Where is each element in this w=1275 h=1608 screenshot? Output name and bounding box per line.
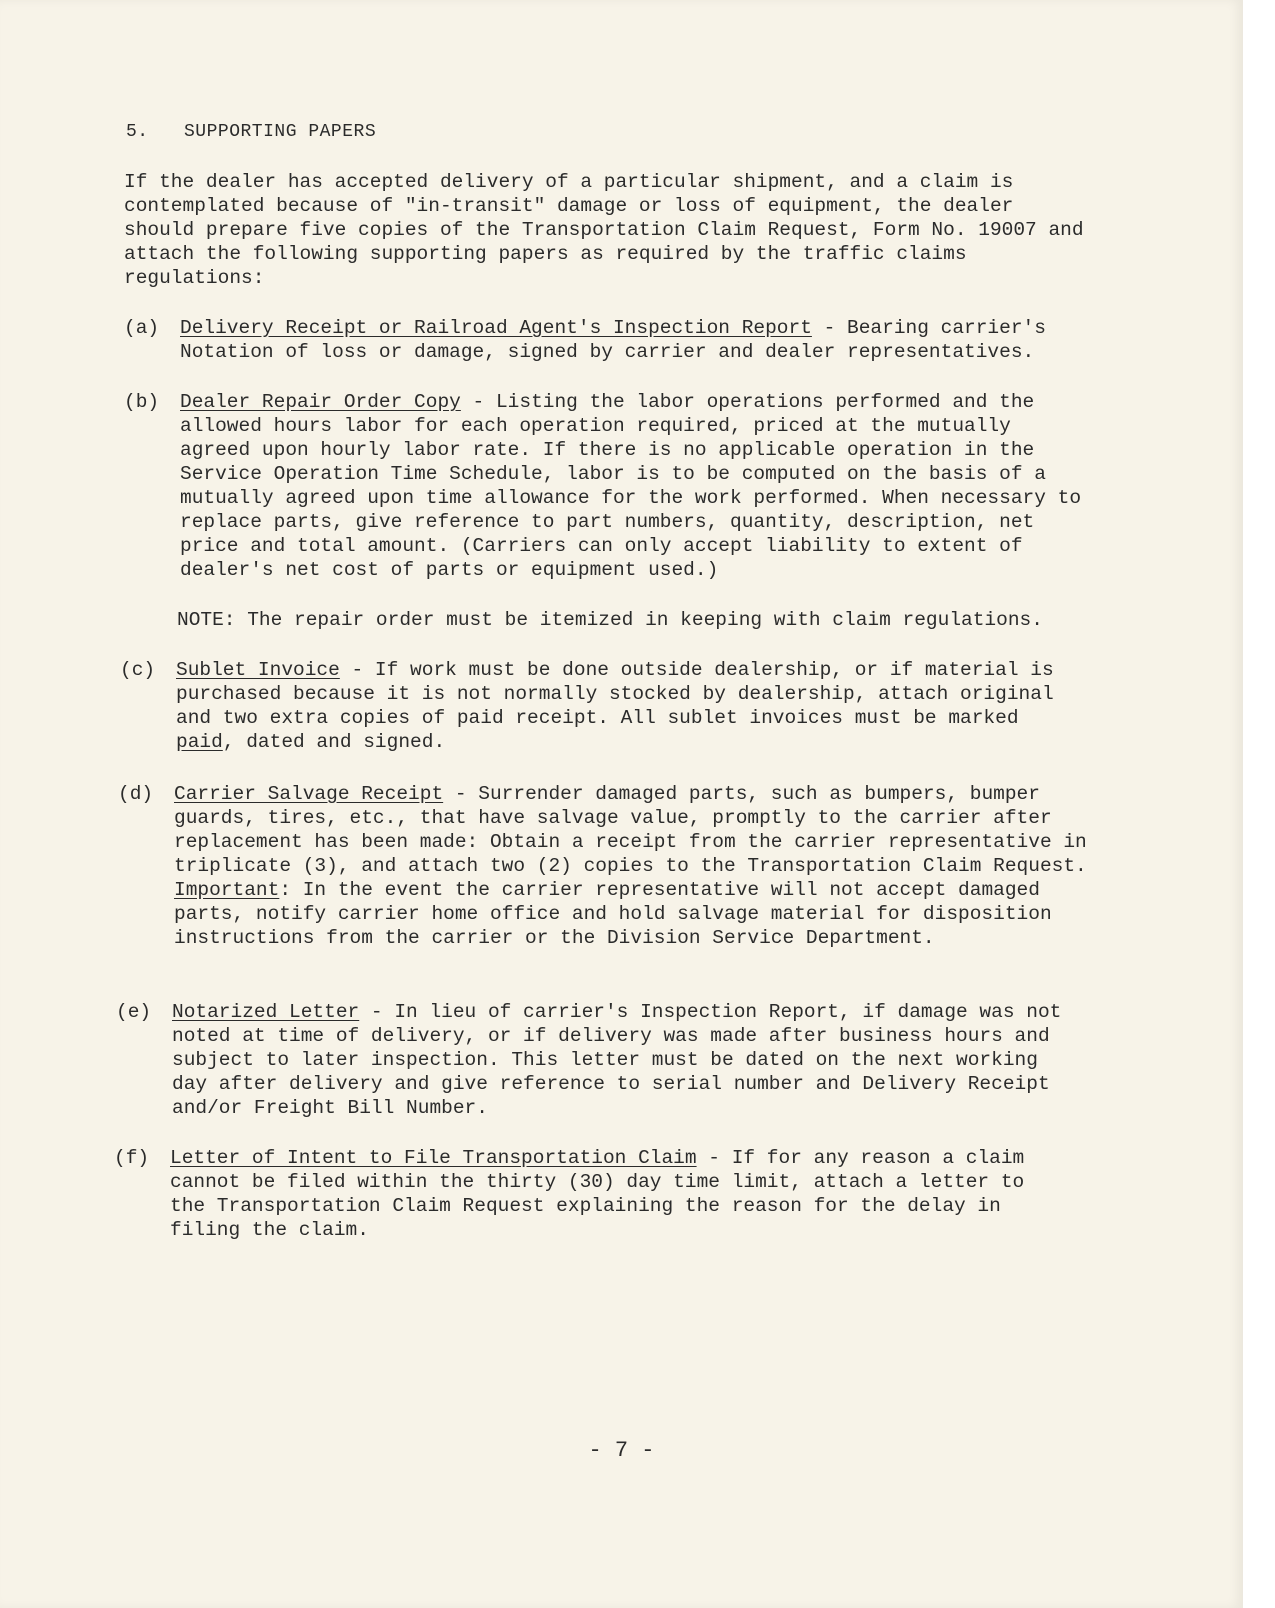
item-label: (d): [118, 783, 154, 805]
item-label: (f): [114, 1147, 150, 1169]
item-text: - If work must be done outside dealership, or if material is purchased because it is not normally stocked by dealership, attach original and two extra copies of paid receipt. All sublet invoices must be marked: [176, 659, 1054, 729]
item-text: - Bearing carrier's Notation of loss or damage, signed by carrier and dealer representatives.: [180, 317, 1046, 363]
list-item-c: [120, 658, 1056, 754]
section-heading: [126, 122, 376, 142]
section-title: SUPPORTING PAPERS: [184, 122, 377, 142]
item-title: Letter of Intent to File Transportation Claim: [170, 1147, 697, 1169]
item-text-end: , dated and signed.: [222, 731, 446, 753]
list-item-a: [124, 316, 1085, 364]
list-item-b: [124, 390, 1085, 582]
item-label: (b): [124, 391, 160, 413]
item-title: Dealer Repair Order Copy: [180, 391, 461, 413]
list-item-d: [118, 782, 1094, 950]
item-label: (e): [116, 1001, 152, 1023]
list-item-f: [114, 1146, 1060, 1242]
item-text-end: : In the event the carrier representative will not accept damaged parts, notify carrier home office and hold salvage material for disposition instructions from the carrier or the Division Service Department.: [174, 879, 1052, 949]
section-number: 5.: [126, 122, 149, 142]
item-title: Carrier Salvage Receipt: [174, 783, 444, 805]
item-label: (a): [124, 317, 160, 339]
intro-paragraph: If the dealer has accepted delivery of a particular shipment, and a claim is contemplated because of "in-transit" damage or loss of equipment, the dealer should prepare five copies of the Transportation Claim Request, Form No. 19007 and attach the following supporting papers as required by the traffic claims regulations:: [124, 171, 1084, 289]
item-title: Delivery Receipt or Railroad Agent's Inspection Report: [180, 317, 812, 339]
list-item-e: [116, 1000, 1084, 1120]
item-text: - In lieu of carrier's Inspection Report, if damage was not noted at time of delivery, or if delivery was made after business hours and subject to later inspection. This letter must be dated on the next working day after delivery and give reference to serial number and Delivery Receipt and/or Freight Bill Number.: [172, 1001, 1062, 1119]
item-text: - Listing the labor operations performed and the allowed hours labor for each operation required, priced at the mutually agreed upon hourly labor rate. If there is no applicable operation in the Service Operation Time Schedule, labor is to be computed on the basis of a mutually agreed upon time allowance for the work performed. When necessary to replace parts, give reference to part numbers, quantity, description, net price and total amount. (Carriers can only accept liability to extent of dealer's net cost of parts or equipment used.): [180, 391, 1082, 581]
item-title: Sublet Invoice: [176, 659, 340, 681]
item-label: (c): [120, 659, 156, 681]
item-title: Notarized Letter: [172, 1001, 360, 1023]
item-emphasis: paid: [176, 731, 223, 753]
note-text: NOTE: The repair order must be itemized in keeping with claim regulations.: [177, 609, 1043, 631]
item-emphasis: Important: [174, 879, 280, 901]
page-number: - 7 -: [588, 1438, 655, 1463]
item-text: - If for any reason a claim cannot be filed within the thirty (30) day time limit, attach a letter to the Transportation Claim Request explaining the reason for the delay in filing the claim.: [170, 1147, 1025, 1241]
scan-margin: [1243, 0, 1275, 1608]
item-text: - Surrender damaged parts, such as bumpers, bumper guards, tires, etc., that have salvage value, promptly to the carrier after replacement has been made: Obtain a receipt from the carrier representative in triplicate (3), and attach two (2) copies to the Transportation Claim Request.: [174, 783, 1087, 877]
